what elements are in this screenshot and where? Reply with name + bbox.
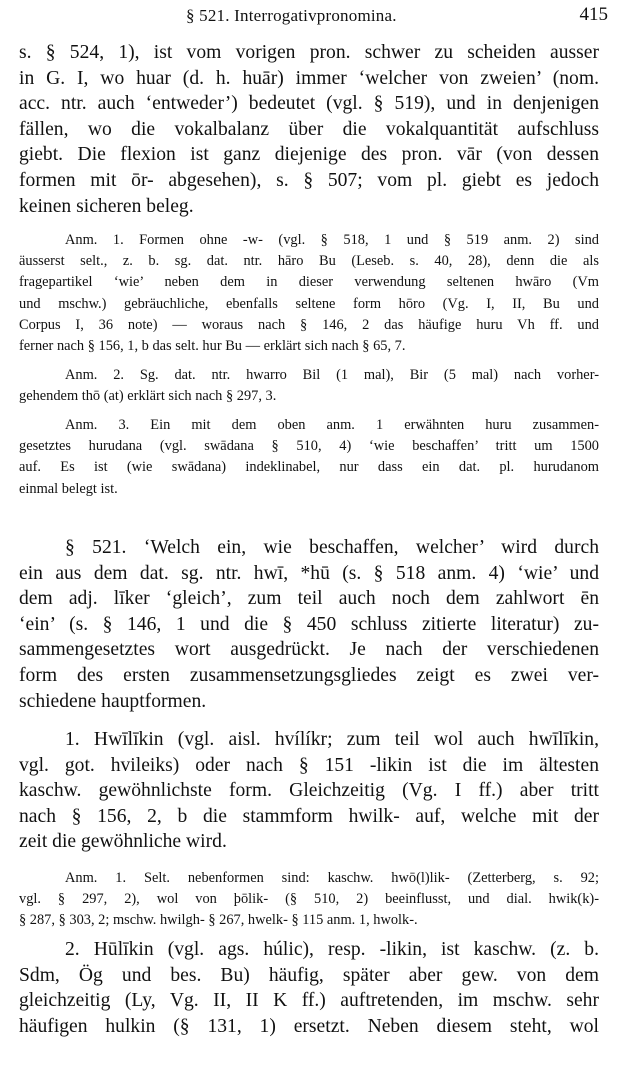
note-line: Anm. 1. Formen ohne -w- (vgl. § 518, 1 und § 519 anm. 2) sind: [65, 232, 599, 248]
note-anm-3: [19, 415, 599, 500]
page-number: 415: [579, 4, 608, 25]
text-line: acc. ntr. auch ‘entweder’) bedeutet (vgl. § 519), und in denjenigen: [19, 93, 599, 115]
text-line: häufigen hulkin (§ 131, 1) ersetzt. Neben diesem steht, wol: [19, 1015, 599, 1037]
note-line: und mschw.) gebräuchliche, ebenfalls seltene form hōro (Vg. I, II, Bu und: [19, 295, 599, 312]
note-line: Anm. 3. Ein mit dem oben anm. 1 erwähnten huru zusammen-: [65, 417, 599, 433]
text-line: gleichzeitig (Ly, Vg. II, II K ff.) auftretenden, im mschw. sehr: [19, 990, 599, 1012]
text-line: fällen, wo die vokalbalanz über die vokalquantität aufschluss: [19, 118, 599, 140]
text-line: form des ersten zusammensetzungsgliedes zeigt es zwei ver-: [19, 664, 599, 686]
text-line: Sdm, Ög und bes. Bu) häufig, später aber gew. von dem: [19, 964, 599, 986]
note-anm-2: [19, 365, 599, 407]
text-line: zeit die gewöhnliche wird.: [19, 831, 227, 853]
text-line: schiedene hauptformen.: [19, 690, 207, 712]
text-line: nach § 156, 2, b die stammform hwilk- auf, welche mit der: [19, 805, 599, 827]
text-line: 1. Hwīlīkin (vgl. aisl. hvílíkr; zum teil wol auch hwīlīkin,: [65, 729, 599, 750]
list-item-2: [19, 937, 599, 1039]
note-line: Anm. 2. Sg. dat. ntr. hwarro Bil (1 mal), Bir (5 mal) nach vorher-: [65, 367, 599, 383]
note-line: Anm. 1. Selt. nebenformen sind: kaschw. hwō(l)lik- (Zetterberg, s. 92;: [65, 870, 599, 886]
section-521: [19, 535, 599, 714]
note-line: fragepartikel ‘wie’ neben dem in dieser verwendung seltenen hwāro (Vm: [19, 274, 599, 291]
note-line: gehendem thō (at) erklärt sich nach § 297, 3.: [19, 388, 277, 405]
section-heading-line: § 521. ‘Welch ein, wie beschaffen, welcher’ wird durch: [65, 537, 599, 558]
running-header: [0, 4, 621, 28]
text-line: giebt. Die flexion ist ganz diejenige des pron. vār (von dessen: [19, 144, 599, 166]
note-item1-anm-1: [19, 868, 599, 932]
text-line: ein aus dem dat. sg. ntr. hwī, *hū (s. § 518 anm. 4) ‘wie’ und: [19, 562, 599, 584]
note-line: ferner nach § 156, 1, b das selt. hur Bu — erklärt sich nach § 65, 7.: [19, 338, 406, 355]
note-anm-1: [19, 230, 599, 357]
text-line: s. § 524, 1), ist vom vorigen pron. schwer zu scheiden ausser: [19, 42, 599, 63]
note-line: gesetztes hurudana (vgl. swādana § 510, 4) ‘wie beschaffen’ tritt um 1500: [19, 438, 599, 455]
note-line: auf. Es ist (wie swādana) indeklinabel, nur dass ein dat. pl. hurudanom: [19, 459, 599, 476]
text-line: kaschw. gewöhnlichste form. Gleichzeitig (Vg. I ff.) aber tritt: [19, 780, 599, 802]
text-line: 2. Hūlīkin (vgl. ags. húlic), resp. -likin, ist kaschw. (z. b.: [65, 939, 599, 960]
paragraph-continuation: [19, 40, 599, 219]
text-line: keinen sicheren beleg.: [19, 195, 194, 217]
text-line: ‘ein’ (s. § 146, 1 und die § 450 schluss zitierte literatur) zu-: [19, 613, 599, 635]
text-line: sammengesetztes wort ausgedrückt. Je nach der verschiedenen: [19, 639, 599, 661]
note-line: Corpus I, 36 note) — woraus nach § 146, 2 das häufige huru Vh ff. und: [19, 316, 599, 333]
note-line: vgl. § 297, 2), wol von þōlik- (§ 510, 2) beeinflusst, und dial. hwik(k)-: [19, 891, 599, 908]
note-line: äusserst selt., z. b. sg. dat. ntr. hāro Bu (Leseb. s. 40, 28), denn die als: [19, 253, 599, 270]
text-line: vgl. got. hvileiks) oder nach § 151 -likin ist die im ältesten: [19, 754, 599, 776]
text-line: dem adj. līker ‘gleich’, zum teil auch noch dem zahlwort ēn: [19, 588, 599, 610]
note-line: einmal belegt ist.: [19, 480, 118, 497]
text-line: in G. I, wo huar (d. h. huār) immer ‘welcher von zweien’ (nom.: [19, 67, 599, 89]
text-line: formen mit ōr- abgesehen), s. § 507; vom pl. giebt es jedoch: [19, 169, 599, 191]
note-line: § 287, § 303, 2; mschw. hwilgh- § 267, hwelk- § 115 anm. 1, hwolk-.: [19, 912, 418, 929]
list-item-1: [19, 727, 599, 855]
running-title: § 521. Interrogativpronomina.: [186, 6, 397, 25]
